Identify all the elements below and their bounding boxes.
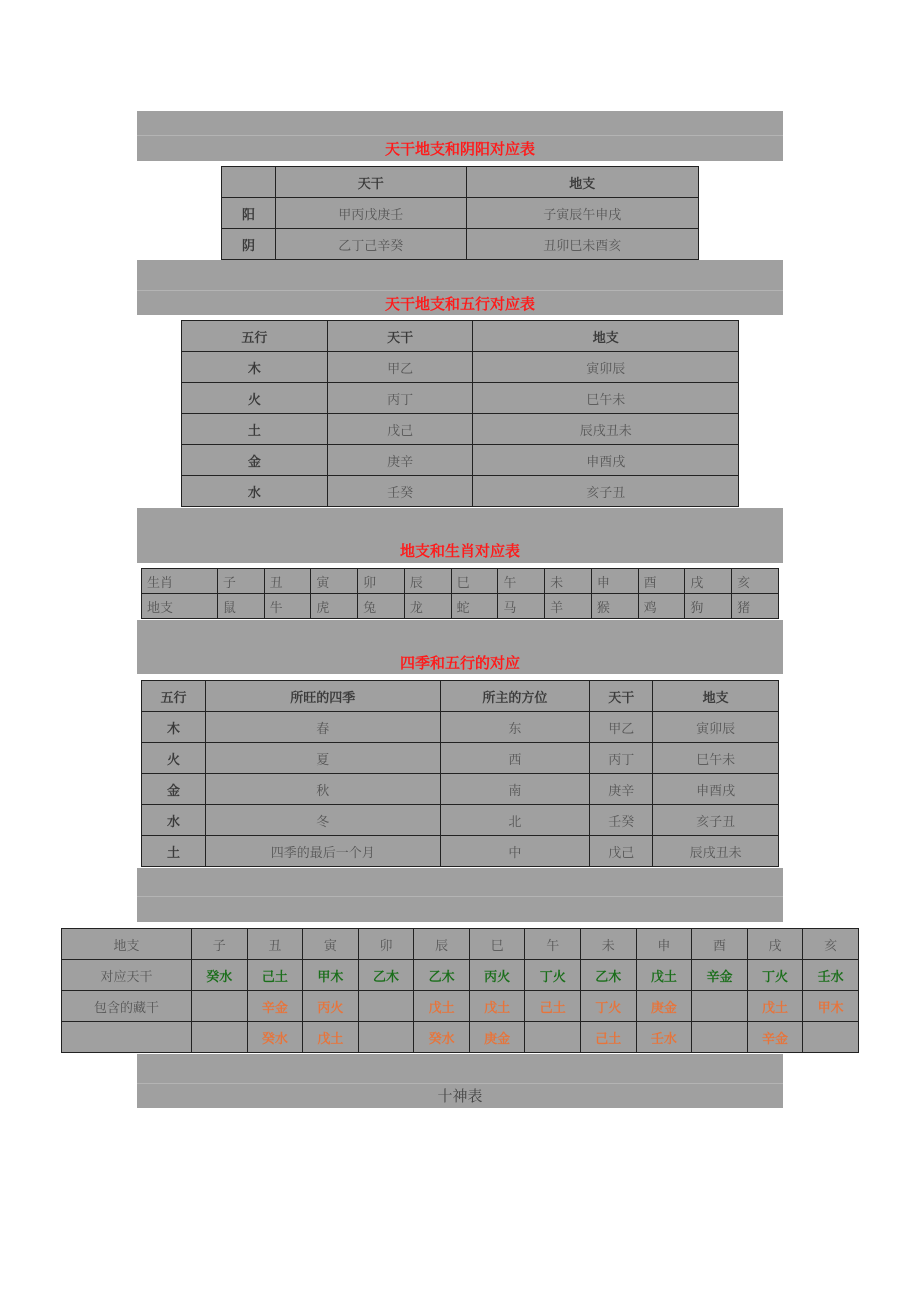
table-cell: 卯 — [358, 929, 414, 960]
table-cell — [191, 991, 247, 1022]
table-cell: 火 — [142, 743, 206, 774]
section1-band-top — [137, 111, 783, 135]
table-cell: 壬水 — [803, 960, 859, 991]
section5-band-top — [137, 868, 783, 896]
table-cell: 辰 — [404, 569, 451, 594]
table-cell: 甲乙 — [327, 352, 473, 383]
table-cell: 丑卯巳未酉亥 — [466, 229, 699, 260]
table-cell: 庚辛 — [590, 774, 653, 805]
table-cell: 未 — [581, 929, 637, 960]
zodiac-table — [141, 568, 779, 619]
table-cell: 马 — [498, 594, 545, 619]
table-cell: 秋 — [205, 774, 440, 805]
table-cell: 狗 — [685, 594, 732, 619]
table-cell: 火 — [182, 383, 328, 414]
table-cell: 戊土 — [636, 960, 692, 991]
table-cell: 庚金 — [636, 991, 692, 1022]
table-cell: 南 — [440, 774, 590, 805]
table-cell: 乙木 — [414, 960, 470, 991]
table-cell: 甲木 — [803, 991, 859, 1022]
table-cell: 夏 — [205, 743, 440, 774]
table-cell — [358, 991, 414, 1022]
table-cell — [525, 1022, 581, 1053]
table-cell: 北 — [440, 805, 590, 836]
table-cell: 己土 — [525, 991, 581, 1022]
table-cell: 亥 — [803, 929, 859, 960]
table-cell — [358, 1022, 414, 1053]
table-cell: 酉 — [638, 569, 685, 594]
table-cell — [692, 991, 748, 1022]
table-cell: 卯 — [358, 569, 405, 594]
table-cell: 牛 — [264, 594, 311, 619]
table-cell: 冬 — [205, 805, 440, 836]
table-cell: 壬癸 — [590, 805, 653, 836]
section3-title: 地支和生肖对应表 — [399, 542, 520, 560]
table-cell: 春 — [205, 712, 440, 743]
table-cell: 生肖 — [142, 569, 218, 594]
header-cell: 五行 — [142, 681, 206, 712]
table-cell: 巳 — [451, 569, 498, 594]
table-cell: 寅 — [311, 569, 358, 594]
table-cell: 金 — [142, 774, 206, 805]
table-cell: 亥子丑 — [473, 476, 739, 507]
table-cell: 甲乙 — [590, 712, 653, 743]
section1-title: 天干地支和阴阳对应表 — [384, 140, 535, 158]
header-cell: 地支 — [466, 167, 699, 198]
yinyang-table — [221, 166, 699, 260]
table-cell: 戌 — [747, 929, 803, 960]
table-cell: 巳 — [469, 929, 525, 960]
table-cell: 辰戌丑未 — [473, 414, 739, 445]
table-cell: 地支 — [62, 929, 192, 960]
table-cell: 申 — [636, 929, 692, 960]
table-cell: 木 — [182, 352, 328, 383]
table-cell — [692, 1022, 748, 1053]
table-cell: 巳午未 — [653, 743, 779, 774]
table-cell: 戊己 — [590, 836, 653, 867]
table-cell: 寅卯辰 — [653, 712, 779, 743]
table-cell: 庚金 — [469, 1022, 525, 1053]
ten-gods-title: 十神表 — [437, 1087, 483, 1105]
table-cell: 金 — [182, 445, 328, 476]
wuxing-table — [181, 320, 739, 507]
footer-band-top — [137, 1054, 783, 1083]
section2-title: 天干地支和五行对应表 — [384, 295, 535, 313]
table-cell: 木 — [142, 712, 206, 743]
hidden-stems-table — [61, 928, 859, 1053]
table-cell: 己土 — [581, 1022, 637, 1053]
table-cell: 虎 — [311, 594, 358, 619]
table-cell: 丙火 — [303, 991, 359, 1022]
table-cell: 乙木 — [358, 960, 414, 991]
table-cell: 壬癸 — [327, 476, 473, 507]
header-cell: 五行 — [182, 321, 328, 352]
header-cell: 地支 — [653, 681, 779, 712]
table-cell: 阳 — [222, 198, 276, 229]
table-cell: 蛇 — [451, 594, 498, 619]
table-cell: 龙 — [404, 594, 451, 619]
table-cell: 辛金 — [247, 991, 303, 1022]
table-cell: 丁火 — [525, 960, 581, 991]
section5-band-bottom — [137, 896, 783, 922]
table-cell: 子 — [191, 929, 247, 960]
table-cell: 申酉戌 — [653, 774, 779, 805]
table-cell: 丙丁 — [327, 383, 473, 414]
table-cell — [803, 1022, 859, 1053]
section2-band-top — [137, 260, 783, 290]
table-cell: 鸡 — [638, 594, 685, 619]
table-cell: 午 — [498, 569, 545, 594]
header-cell — [222, 167, 276, 198]
table-cell: 猪 — [732, 594, 779, 619]
table-cell: 兔 — [358, 594, 405, 619]
table-cell: 对应天干 — [62, 960, 192, 991]
table-cell: 丁火 — [581, 991, 637, 1022]
table-cell: 包含的藏干 — [62, 991, 192, 1022]
table-cell: 东 — [440, 712, 590, 743]
table-cell: 乙丁己辛癸 — [275, 229, 466, 260]
table-cell: 戊土 — [303, 1022, 359, 1053]
season-table — [141, 680, 779, 867]
table-cell: 四季的最后一个月 — [205, 836, 440, 867]
table-cell: 辛金 — [747, 1022, 803, 1053]
table-cell: 丁火 — [747, 960, 803, 991]
table-cell: 戌 — [685, 569, 732, 594]
table-cell: 癸水 — [191, 960, 247, 991]
table-cell: 癸水 — [247, 1022, 303, 1053]
table-cell: 土 — [182, 414, 328, 445]
table-cell: 阴 — [222, 229, 276, 260]
table-cell: 地支 — [142, 594, 218, 619]
table-cell — [191, 1022, 247, 1053]
table-cell: 巳午未 — [473, 383, 739, 414]
section4-title: 四季和五行的对应 — [399, 654, 520, 672]
table-cell: 亥 — [732, 569, 779, 594]
table-cell: 寅卯辰 — [473, 352, 739, 383]
table-cell: 中 — [440, 836, 590, 867]
table-cell: 羊 — [545, 594, 592, 619]
header-cell: 天干 — [327, 321, 473, 352]
table-cell: 酉 — [692, 929, 748, 960]
table-cell: 水 — [182, 476, 328, 507]
table-cell: 丑 — [247, 929, 303, 960]
table-cell: 戊土 — [414, 991, 470, 1022]
header-cell: 所旺的四季 — [205, 681, 440, 712]
table-cell: 水 — [142, 805, 206, 836]
table-cell: 戊土 — [747, 991, 803, 1022]
table-cell: 丙丁 — [590, 743, 653, 774]
table-cell: 申酉戌 — [473, 445, 739, 476]
table-cell: 戊己 — [327, 414, 473, 445]
table-cell: 子寅辰午申戌 — [466, 198, 699, 229]
table-cell: 土 — [142, 836, 206, 867]
table-cell: 己土 — [247, 960, 303, 991]
table-cell: 猴 — [591, 594, 638, 619]
table-cell: 寅 — [303, 929, 359, 960]
table-cell: 亥子丑 — [653, 805, 779, 836]
table-cell: 丑 — [264, 569, 311, 594]
table-cell: 甲木 — [303, 960, 359, 991]
table-cell: 庚辛 — [327, 445, 473, 476]
table-cell: 子 — [217, 569, 264, 594]
table-cell: 乙木 — [581, 960, 637, 991]
table-cell: 申 — [591, 569, 638, 594]
table-cell: 丙火 — [469, 960, 525, 991]
table-cell: 辛金 — [692, 960, 748, 991]
table-cell — [62, 1022, 192, 1053]
header-cell: 所主的方位 — [440, 681, 590, 712]
table-cell: 午 — [525, 929, 581, 960]
table-cell: 辰戌丑未 — [653, 836, 779, 867]
table-cell: 癸水 — [414, 1022, 470, 1053]
table-cell: 鼠 — [217, 594, 264, 619]
header-cell: 地支 — [473, 321, 739, 352]
table-cell: 甲丙戊庚壬 — [275, 198, 466, 229]
table-cell: 西 — [440, 743, 590, 774]
header-cell: 天干 — [590, 681, 653, 712]
table-cell: 未 — [545, 569, 592, 594]
table-cell: 壬水 — [636, 1022, 692, 1053]
header-cell: 天干 — [275, 167, 466, 198]
table-cell: 戊土 — [469, 991, 525, 1022]
table-cell: 辰 — [414, 929, 470, 960]
